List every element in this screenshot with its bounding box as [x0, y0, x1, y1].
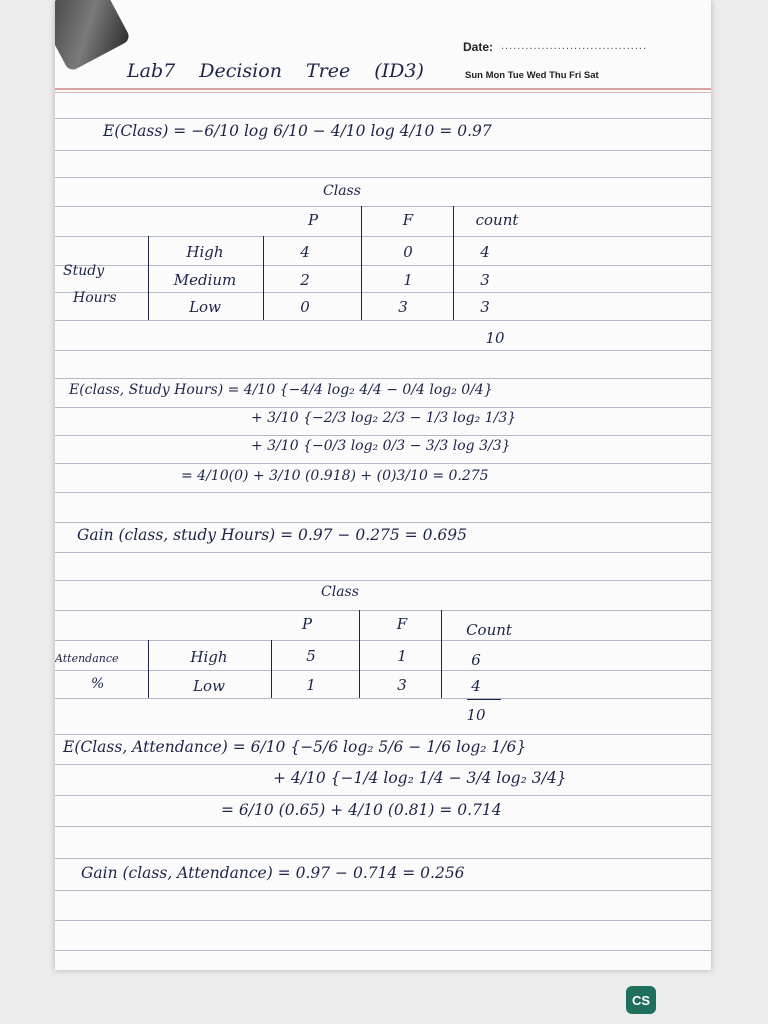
table2-header-count: Count: [466, 621, 512, 639]
ruled-line: [55, 552, 711, 553]
table1-header-f: F: [402, 211, 414, 229]
table1-header-count: count: [475, 211, 519, 229]
table2-cell: 6: [471, 651, 481, 669]
table2-row-label: High: [190, 648, 228, 666]
table1-caption: Class: [323, 183, 361, 199]
table1-cell: 0: [403, 243, 413, 261]
gain-attendance: Gain (class, Attendance) = 0.97 − 0.714 = 0.256: [81, 864, 465, 882]
ruled-line: [55, 265, 711, 266]
table2-border: [271, 640, 272, 698]
ruled-line: [55, 950, 711, 951]
date-label: Date:: [463, 40, 494, 54]
ruled-line: [55, 920, 711, 921]
ruled-line: [55, 670, 711, 671]
table2-header-f: F: [396, 615, 408, 633]
table1-cell: 3: [480, 271, 490, 289]
table1-row-label: Low: [189, 298, 221, 316]
table2-group-label-1: Attendance: [55, 652, 119, 665]
ruled-line: [55, 858, 711, 859]
table2-border: [148, 640, 149, 698]
table1-total: 10: [485, 329, 505, 347]
ruled-line: [55, 236, 711, 237]
ruled-line: [55, 320, 711, 321]
table1-cell: 0: [300, 298, 310, 316]
table1-cell: 4: [300, 243, 310, 261]
notebook-page: [55, 0, 711, 970]
ruled-line: [55, 378, 711, 379]
table1-cell: 3: [480, 298, 490, 316]
ruled-line: [55, 463, 711, 464]
ruled-line: [55, 580, 711, 581]
ruled-line: [55, 795, 711, 796]
table2-total-underline: [467, 699, 501, 700]
table2-border: [359, 610, 360, 698]
table1-cell: 3: [398, 298, 408, 316]
table2-caption: Class: [321, 584, 359, 600]
table1-row-label: Medium: [173, 271, 237, 289]
table1-border: [453, 206, 454, 320]
table2-cell: 1: [306, 676, 316, 694]
entropy-class-equation: E(Class) = −6/10 log 6/10 − 4/10 log 4/10 = 0.97: [103, 122, 492, 140]
ruled-line: [55, 522, 711, 523]
ruled-line: [55, 118, 711, 119]
entropy-attendance-line-1: E(Class, Attendance) = 6/10 {−5/6 log₂ 5/6 − 1/6 log₂ 1/6}: [63, 738, 527, 756]
table2-cell: 5: [306, 647, 316, 665]
ruled-line: [55, 890, 711, 891]
table1-group-label-1: Study: [63, 263, 105, 279]
entropy-attendance-line-2: + 4/10 {−1/4 log₂ 1/4 − 3/4 log₂ 3/4}: [273, 769, 567, 787]
entropy-study-line-3: + 3/10 {−0/3 log₂ 0/3 − 3/3 log 3/3}: [251, 438, 511, 454]
weekday-labels: Sun Mon Tue Wed Thu Fri Sat: [465, 70, 599, 81]
table2-group-label-2: %: [91, 676, 105, 692]
date-dots: ....................................: [501, 40, 648, 52]
table1-row-label: High: [186, 243, 224, 261]
table2-cell: 3: [397, 676, 407, 694]
page-title: Lab7 Decision Tree (ID3): [127, 60, 424, 82]
ruled-line: [55, 292, 711, 293]
table1-group-label-2: Hours: [73, 290, 117, 306]
entropy-study-line-1: E(class, Study Hours) = 4/10 {−4/4 log₂ 4/4 − 0/4 log₂ 0/4}: [69, 382, 493, 398]
table1-cell: 1: [403, 271, 413, 289]
ruled-line: [55, 826, 711, 827]
header-rule-2: [55, 92, 711, 93]
ruled-line: [55, 734, 711, 735]
ruled-line: [55, 492, 711, 493]
ruled-line: [55, 206, 711, 207]
table2-cell: 1: [397, 647, 407, 665]
header-rule: [55, 88, 711, 90]
table2-cell: 4: [471, 677, 481, 695]
table2-border: [441, 610, 442, 698]
table2-total: 10: [466, 706, 486, 724]
ruled-line: [55, 764, 711, 765]
camscanner-logo: CS: [626, 986, 656, 1014]
table1-header-p: P: [307, 211, 319, 229]
table1-cell: 2: [300, 271, 310, 289]
ruled-line: [55, 698, 711, 699]
entropy-attendance-line-3: = 6/10 (0.65) + 4/10 (0.81) = 0.714: [221, 801, 502, 819]
ruled-line: [55, 640, 711, 641]
table1-border: [263, 236, 264, 320]
ruled-line: [55, 150, 711, 151]
entropy-study-line-2: + 3/10 {−2/3 log₂ 2/3 − 1/3 log₂ 1/3}: [251, 410, 517, 426]
table2-header-p: P: [301, 615, 313, 633]
ruled-line: [55, 407, 711, 408]
table2-row-label: Low: [193, 677, 225, 695]
ruled-line: [55, 610, 711, 611]
ruled-line: [55, 177, 711, 178]
binder-clip: [55, 0, 131, 72]
table1-border: [148, 236, 149, 320]
entropy-study-line-4: = 4/10(0) + 3/10 (0.918) + (0)3/10 = 0.275: [181, 468, 489, 484]
gain-study-hours: Gain (class, study Hours) = 0.97 − 0.275 = 0.695: [77, 526, 467, 544]
ruled-line: [55, 350, 711, 351]
table1-cell: 4: [480, 243, 490, 261]
table1-border: [361, 206, 362, 320]
ruled-line: [55, 435, 711, 436]
